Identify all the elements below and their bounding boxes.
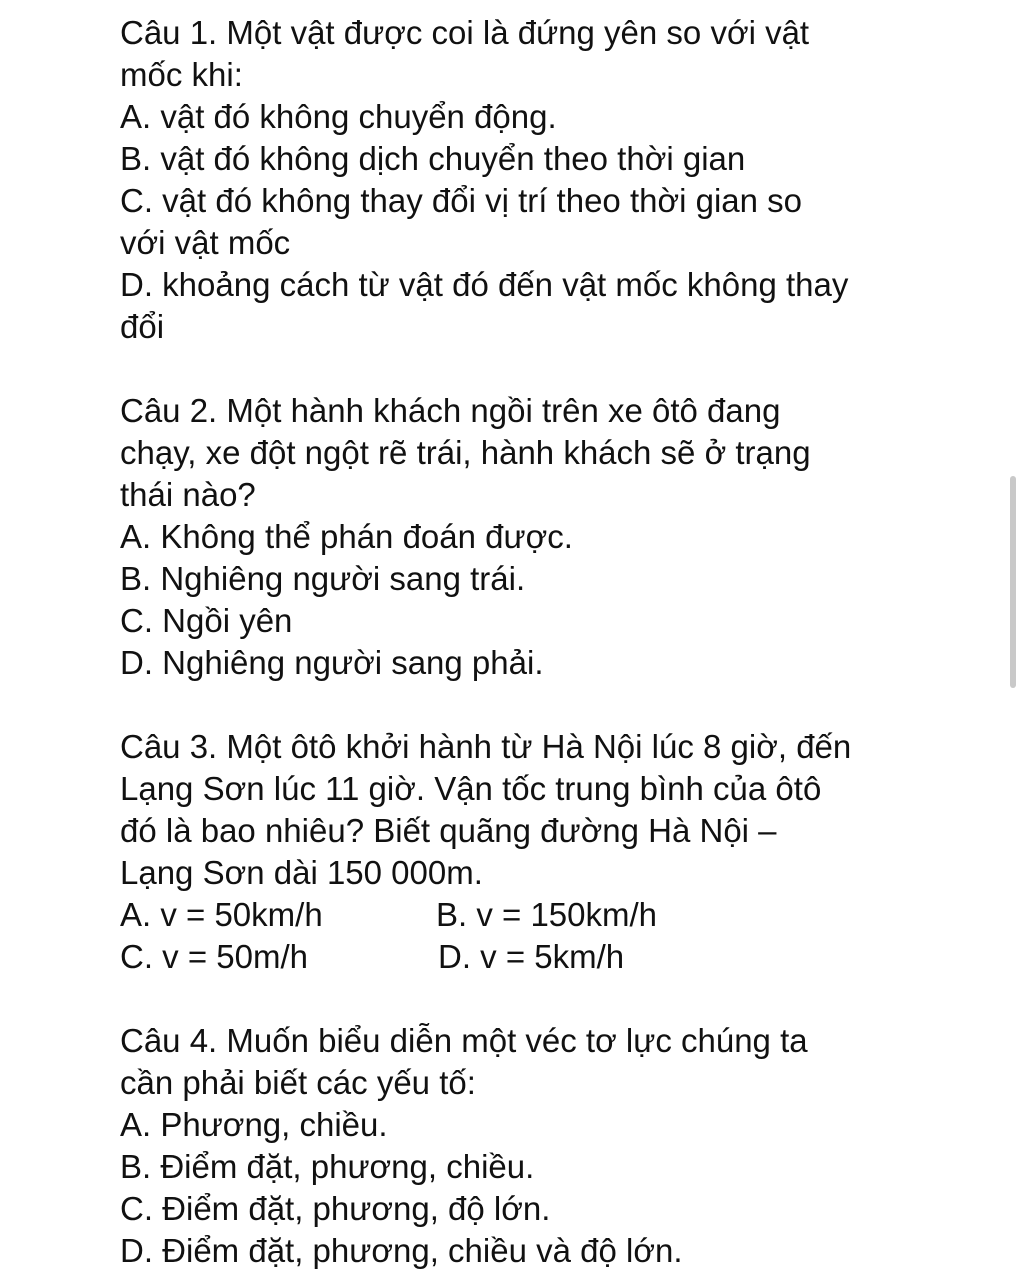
question-4-text-line: Câu 4. Muốn biểu diễn một véc tơ lực chúng ta bbox=[120, 1022, 808, 1059]
question-2-text-line: chạy, xe đột ngột rẽ trái, hành khách sẽ ở trạng bbox=[120, 434, 811, 471]
question-3-option-a: A. v = 50km/h bbox=[120, 896, 323, 933]
spacer bbox=[120, 348, 920, 390]
question-1-text-line: mốc khi: bbox=[120, 56, 243, 93]
question-3-option-b: B. v = 150km/h bbox=[436, 896, 658, 933]
question-3-text-line: Lạng Sơn lúc 11 giờ. Vận tốc trung bình của ôtô bbox=[120, 770, 822, 807]
vertical-scrollbar[interactable] bbox=[1010, 476, 1016, 688]
question-1-option-c-cont: với vật mốc bbox=[120, 224, 291, 261]
question-1-option-a: A. vật đó không chuyển động. bbox=[120, 98, 557, 135]
question-4-text-line: cần phải biết các yếu tố: bbox=[120, 1064, 476, 1101]
question-2-option-c: C. Ngồi yên bbox=[120, 602, 293, 639]
question-1-option-d: D. khoảng cách từ vật đó đến vật mốc không thay bbox=[120, 266, 849, 303]
question-3-option-row bbox=[120, 936, 920, 978]
question-3-text-line: Lạng Sơn dài 150 000m. bbox=[120, 854, 483, 891]
question-4-option-c: C. Điểm đặt, phương, độ lớn. bbox=[120, 1190, 551, 1227]
question-2-option-a: A. Không thể phán đoán được. bbox=[120, 518, 573, 555]
question-1-option-d-cont: đổi bbox=[120, 308, 165, 345]
question-3-text-line: đó là bao nhiêu? Biết quãng đường Hà Nội – bbox=[120, 812, 777, 849]
question-3-option-d: D. v = 5km/h bbox=[438, 938, 625, 975]
question-3-option-c: C. v = 50m/h bbox=[120, 938, 308, 975]
question-2 bbox=[120, 390, 920, 684]
question-3 bbox=[120, 726, 920, 978]
question-3-option-row bbox=[120, 894, 920, 936]
document-page bbox=[120, 12, 920, 1272]
question-1-option-c: C. vật đó không thay đổi vị trí theo thời gian so bbox=[120, 182, 803, 219]
question-3-text-line: Câu 3. Một ôtô khởi hành từ Hà Nội lúc 8 giờ, đến bbox=[120, 728, 852, 765]
question-4-option-a: A. Phương, chiều. bbox=[120, 1106, 388, 1143]
question-2-option-d: D. Nghiêng người sang phải. bbox=[120, 644, 544, 681]
question-2-text-line: Câu 2. Một hành khách ngồi trên xe ôtô đang bbox=[120, 392, 781, 429]
question-4-option-d: D. Điểm đặt, phương, chiều và độ lớn. bbox=[120, 1232, 683, 1269]
question-4 bbox=[120, 1020, 920, 1272]
spacer bbox=[120, 978, 920, 1020]
spacer bbox=[120, 684, 920, 726]
question-4-option-b: B. Điểm đặt, phương, chiều. bbox=[120, 1148, 535, 1185]
question-1-option-b: B. vật đó không dịch chuyển theo thời gian bbox=[120, 140, 746, 177]
question-2-option-b: B. Nghiêng người sang trái. bbox=[120, 560, 526, 597]
question-1-text-line: Câu 1. Một vật được coi là đứng yên so với vật bbox=[120, 14, 810, 51]
question-1 bbox=[120, 12, 920, 348]
question-2-text-line: thái nào? bbox=[120, 476, 256, 513]
